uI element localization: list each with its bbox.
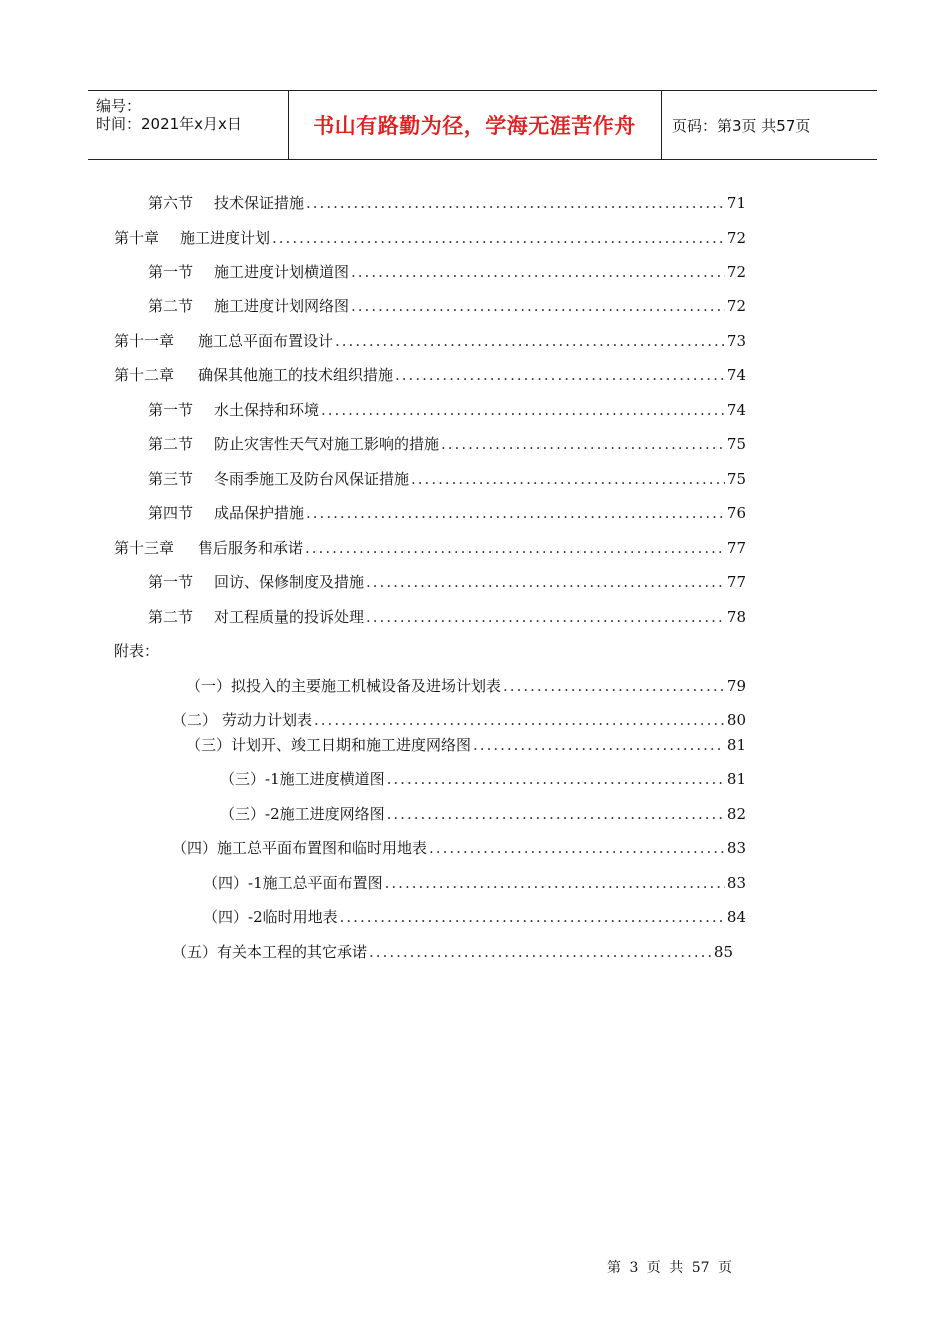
toc-entry-title: 对工程质量的投诉处理 bbox=[214, 608, 365, 626]
toc-entry-page: 77 bbox=[726, 573, 746, 591]
toc-entry-title: 施工进度计划 bbox=[180, 229, 271, 247]
appendix-entry-title: 劳动力计划表 bbox=[222, 711, 313, 729]
appendix-entry-label: （四） bbox=[203, 908, 249, 926]
toc-entry-label: 第四节 bbox=[148, 504, 194, 522]
toc-entry-title: 施工进度计划横道图 bbox=[214, 263, 350, 281]
toc-entry[interactable] bbox=[114, 365, 746, 385]
toc-dot-leader bbox=[441, 434, 725, 454]
page-footer: 第 3 页 共 57 页 bbox=[607, 1260, 732, 1276]
appendix-entry[interactable] bbox=[203, 907, 746, 927]
appendix-entry-page: 85 bbox=[713, 943, 733, 961]
toc-entry-page: 73 bbox=[726, 332, 746, 350]
toc-entry[interactable] bbox=[148, 607, 746, 627]
toc-entry[interactable] bbox=[148, 572, 746, 592]
toc-entry[interactable] bbox=[148, 400, 746, 420]
toc-entry-title: 施工进度计划网络图 bbox=[214, 297, 350, 315]
toc-entry-label: 第六节 bbox=[148, 194, 194, 212]
toc-entry-label: 第二节 bbox=[148, 435, 194, 453]
toc-entry-page: 75 bbox=[726, 470, 746, 488]
toc-entry-label: 第三节 bbox=[148, 470, 194, 488]
toc-entry-page: 72 bbox=[726, 263, 746, 281]
header-motto-cell bbox=[288, 91, 662, 159]
appendix-entry[interactable] bbox=[172, 838, 746, 858]
toc-entry-title: 水土保持和环境 bbox=[214, 401, 320, 419]
toc-dot-leader bbox=[305, 538, 725, 558]
toc-dot-leader bbox=[411, 469, 725, 489]
toc-dot-leader bbox=[272, 228, 725, 248]
appendix-entry-label: （二） bbox=[172, 711, 218, 729]
toc-entry-label: 第十一章 bbox=[114, 332, 175, 350]
document-time-label: 时间：2021年x月x日 bbox=[96, 115, 242, 133]
toc-entry[interactable] bbox=[148, 262, 746, 282]
toc-entry[interactable] bbox=[148, 193, 746, 213]
toc-entry[interactable] bbox=[148, 296, 746, 316]
appendix-entry-label: （五） bbox=[172, 943, 218, 961]
appendix-entry-title: 计划开、竣工日期和施工进度网络图 bbox=[231, 736, 472, 754]
toc-entry-title: 冬雨季施工及防台风保证措施 bbox=[214, 470, 410, 488]
toc-entry-label: 第十三章 bbox=[114, 539, 175, 557]
toc-entry-label: 第二节 bbox=[148, 297, 194, 315]
appendix-heading: 附表： bbox=[114, 642, 160, 660]
toc-dot-leader bbox=[306, 503, 725, 523]
toc-entry[interactable] bbox=[114, 538, 746, 558]
appendix-entry[interactable] bbox=[172, 942, 733, 962]
toc-dot-leader bbox=[429, 838, 725, 858]
appendix-entry-title: 拟投入的主要施工机械设备及进场计划表 bbox=[231, 677, 502, 695]
appendix-entry[interactable] bbox=[172, 710, 746, 730]
document-number-label: 编号： bbox=[96, 97, 142, 115]
appendix-entry-title: -2施工进度网络图 bbox=[265, 805, 385, 823]
appendix-entry-title: -1施工进度横道图 bbox=[265, 770, 385, 788]
toc-entry-title: 防止灾害性天气对施工影响的措施 bbox=[214, 435, 440, 453]
toc-entry-page: 75 bbox=[726, 435, 746, 453]
appendix-entry-page: 84 bbox=[726, 908, 746, 926]
toc-dot-leader bbox=[387, 769, 725, 789]
appendix-entry-title: -2临时用地表 bbox=[248, 908, 338, 926]
appendix-entry-page: 81 bbox=[726, 770, 746, 788]
toc-dot-leader bbox=[366, 607, 725, 627]
toc-entry-page: 72 bbox=[726, 297, 746, 315]
toc-entry-title: 售后服务和承诺 bbox=[198, 539, 304, 557]
header-page-cell bbox=[662, 91, 877, 159]
toc-entry-title: 技术保证措施 bbox=[214, 194, 305, 212]
appendix-entry-label: （三） bbox=[186, 736, 232, 754]
appendix-entry-label: （四） bbox=[172, 839, 218, 857]
toc-entry-label: 第二节 bbox=[148, 608, 194, 626]
toc-entry-title: 成品保护措施 bbox=[214, 504, 305, 522]
appendix-entry-label: （四） bbox=[203, 874, 249, 892]
toc-entry-label: 第一节 bbox=[148, 401, 194, 419]
toc-dot-leader bbox=[335, 331, 725, 351]
appendix-entry[interactable] bbox=[203, 873, 746, 893]
toc-entry-label: 第一节 bbox=[148, 573, 194, 591]
appendix-entry-label: （三） bbox=[220, 770, 266, 788]
toc-entry-title: 确保其他施工的技术组织措施 bbox=[198, 366, 394, 384]
toc-dot-leader bbox=[321, 400, 725, 420]
toc-entry-page: 76 bbox=[726, 504, 746, 522]
toc-entry-page: 77 bbox=[726, 539, 746, 557]
toc-dot-leader bbox=[395, 365, 725, 385]
appendix-entry-label: （三） bbox=[220, 805, 266, 823]
appendix-entry[interactable] bbox=[220, 804, 746, 824]
toc-entry[interactable] bbox=[148, 434, 746, 454]
document-header bbox=[88, 90, 877, 160]
header-motto: 书山有路勤为径，学海无涯苦作舟 bbox=[313, 114, 636, 138]
appendix-entry[interactable] bbox=[186, 735, 746, 755]
appendix-entry-label: （一） bbox=[186, 677, 232, 695]
toc-entry-label: 第十二章 bbox=[114, 366, 175, 384]
appendix-entry-page: 79 bbox=[726, 677, 746, 695]
appendix-entry-title: 有关本工程的其它承诺 bbox=[217, 943, 368, 961]
toc-dot-leader bbox=[385, 873, 725, 893]
toc-entry-label: 第十章 bbox=[114, 229, 160, 247]
appendix-entry-title: -1施工总平面布置图 bbox=[248, 874, 383, 892]
toc-dot-leader bbox=[366, 572, 725, 592]
toc-dot-leader bbox=[369, 942, 712, 962]
header-page-info: 页码：第3页 共57页 bbox=[672, 116, 811, 135]
appendix-entry[interactable] bbox=[186, 676, 746, 696]
toc-entry-title: 施工总平面布置设计 bbox=[198, 332, 334, 350]
toc-dot-leader bbox=[306, 193, 725, 213]
toc-dot-leader bbox=[387, 804, 725, 824]
appendix-entry-page: 83 bbox=[726, 839, 746, 857]
toc-entry-title: 回访、保修制度及措施 bbox=[214, 573, 365, 591]
toc-dot-leader bbox=[314, 710, 725, 730]
appendix-entry-page: 80 bbox=[726, 711, 746, 729]
toc-entry-page: 72 bbox=[726, 229, 746, 247]
toc-entry[interactable] bbox=[114, 228, 746, 248]
toc-entry[interactable] bbox=[148, 469, 746, 489]
toc-dot-leader bbox=[351, 296, 725, 316]
toc-entry-page: 74 bbox=[726, 366, 746, 384]
appendix-entry-page: 82 bbox=[726, 805, 746, 823]
appendix-entry-page: 83 bbox=[726, 874, 746, 892]
toc-entry-page: 74 bbox=[726, 401, 746, 419]
header-meta-cell bbox=[88, 91, 289, 159]
toc-entry-page: 71 bbox=[726, 194, 746, 212]
toc-entry-page: 78 bbox=[726, 608, 746, 626]
toc-dot-leader bbox=[340, 907, 725, 927]
appendix-entry-title: 施工总平面布置图和临时用地表 bbox=[217, 839, 428, 857]
toc-dot-leader bbox=[503, 676, 725, 696]
appendix-entry[interactable] bbox=[220, 769, 746, 789]
toc-dot-leader bbox=[351, 262, 725, 282]
toc-entry[interactable] bbox=[148, 503, 746, 523]
toc-entry-label: 第一节 bbox=[148, 263, 194, 281]
appendix-entry-page: 81 bbox=[726, 736, 746, 754]
toc-dot-leader bbox=[473, 735, 725, 755]
toc-entry[interactable] bbox=[114, 331, 746, 351]
